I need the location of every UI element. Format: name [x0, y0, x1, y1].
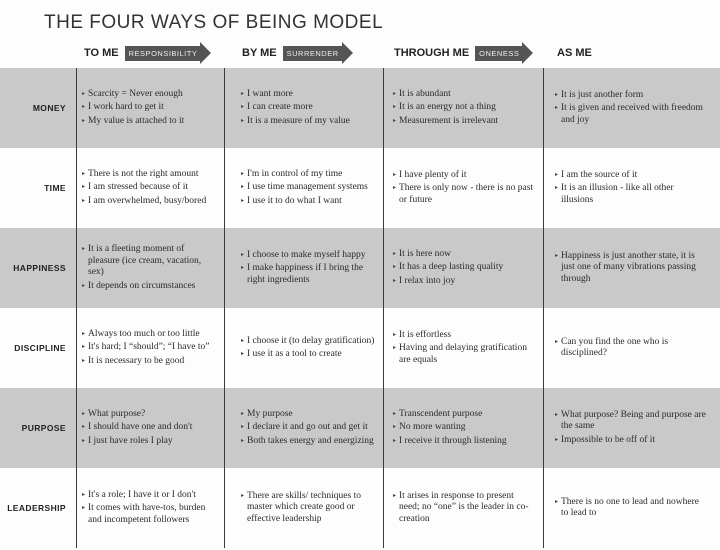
table-row [0, 228, 720, 308]
table-cell [82, 388, 222, 468]
arrow-tip-icon [522, 42, 533, 64]
list-item: ▸ I have plenty of it [393, 170, 535, 182]
arrow-tag-label: SURRENDER [283, 46, 342, 61]
row-label: MONEY [32, 103, 66, 113]
table-cell [241, 468, 381, 548]
bullet-list [555, 88, 707, 129]
list-item: ▸ It is a fleeting moment of pleasure (ice cream, vacation, sex) [82, 244, 216, 279]
table-cell [241, 68, 381, 148]
table-cell [555, 68, 713, 148]
list-item: ▸ I work hard to get it [82, 102, 216, 114]
row-label: DISCIPLINE [14, 343, 66, 353]
list-item: ▸ I should have one and don't [82, 422, 216, 434]
table-cell [393, 308, 541, 388]
table-cell [555, 148, 713, 228]
list-item: ▸ It is an energy not a thing [393, 102, 535, 114]
list-item: ▸ Can you find the one who is disciplined? [555, 337, 707, 360]
list-item: ▸ What purpose? Being and purpose are the same [555, 410, 707, 433]
list-item: ▸ It's a role; I have it or I don't [82, 490, 216, 502]
bullet-list [82, 167, 216, 210]
list-item: ▸ It is an illusion - like all other illusions [555, 183, 707, 206]
list-item: ▸ I am overwhelmed, busy/bored [82, 196, 216, 208]
table-row [0, 468, 720, 548]
table-cell [393, 388, 541, 468]
bullet-list [82, 87, 216, 130]
column-header-to-me [84, 40, 211, 66]
table-cell [393, 468, 541, 548]
column-divider [76, 68, 77, 548]
list-item: ▸ It has a deep lasting quality [393, 262, 535, 274]
column-header-by-me [242, 40, 353, 66]
table-cell [555, 228, 713, 308]
column-header-through-me [394, 40, 533, 66]
bullet-list [555, 408, 707, 449]
row-label: HAPPINESS [13, 263, 66, 273]
table-cell [82, 148, 222, 228]
column-divider [543, 68, 544, 548]
table-row [0, 148, 720, 228]
bullet-list [241, 489, 375, 528]
list-item: ▸ There is not the right amount [82, 169, 216, 181]
bullet-list [241, 334, 375, 363]
list-item: ▸ I make happiness if I bring the right ingredients [241, 263, 375, 286]
column-divider [383, 68, 384, 548]
bullet-list [393, 489, 535, 528]
column-header-row [0, 40, 720, 66]
arrow-tag [475, 42, 533, 64]
table-cell [82, 68, 222, 148]
list-item: ▸ I just have roles I play [82, 436, 216, 448]
list-item: ▸ Impossible to be off of it [555, 435, 707, 447]
list-item: ▸ It's hard; I “should”; “I have to” [82, 342, 216, 354]
bullet-list [241, 87, 375, 130]
bullet-list [555, 168, 707, 209]
bullet-list [82, 488, 216, 529]
list-item: ▸ Scarcity = Never enough [82, 89, 216, 101]
list-item: ▸ It depends on circumstances [82, 281, 216, 293]
list-item: ▸ Happiness is just another state, it is just one of many vibrations passing through [555, 251, 707, 286]
arrow-tag [283, 42, 353, 64]
list-item: ▸ Having and delaying gratification are equals [393, 343, 535, 366]
table-cell [241, 388, 381, 468]
table-cell [241, 308, 381, 388]
table-cell [82, 308, 222, 388]
arrow-tag-label: ONENESS [475, 46, 522, 61]
list-item: ▸ There is only now - there is no past or future [393, 183, 535, 206]
list-item: ▸ Both takes energy and energizing [241, 436, 375, 448]
bullet-list [393, 87, 535, 130]
table-cell [82, 468, 222, 548]
bullet-list [393, 407, 535, 450]
column-label: BY ME [242, 47, 277, 59]
table-cell [555, 308, 713, 388]
column-label: THROUGH ME [394, 47, 470, 59]
arrow-tip-icon [200, 42, 211, 64]
list-item: ▸ I relax into joy [393, 276, 535, 288]
list-item: ▸ There is no one to lead and nowhere to lead to [555, 497, 707, 520]
table-cell [82, 228, 222, 308]
bullet-list [82, 242, 216, 294]
list-item: ▸ Always too much or too little [82, 329, 216, 341]
list-item: ▸ I receive it through listening [393, 436, 535, 448]
list-item: ▸ I choose it (to delay gratification) [241, 336, 375, 348]
bullet-list [241, 407, 375, 450]
list-item: ▸ I declare it and go out and get it [241, 422, 375, 434]
table-cell [393, 68, 541, 148]
row-label: LEADERSHIP [7, 503, 66, 513]
bullet-list [393, 247, 535, 290]
list-item: ▸ I use time management systems [241, 182, 375, 194]
list-item: ▸ It is here now [393, 249, 535, 261]
list-item: ▸ I use it to do what I want [241, 196, 375, 208]
table-cell [241, 228, 381, 308]
bullet-list [555, 335, 707, 362]
list-item: ▸ Transcendent purpose [393, 409, 535, 421]
bullet-list [82, 327, 216, 370]
row-label: TIME [44, 183, 66, 193]
column-divider [224, 68, 225, 548]
table-cell [241, 148, 381, 228]
list-item: ▸ I use it as a tool to create [241, 349, 375, 361]
column-label: TO ME [84, 47, 119, 59]
bullet-list [555, 495, 707, 522]
list-item: ▸ It is effortless [393, 330, 535, 342]
arrow-tip-icon [342, 42, 353, 64]
list-item: ▸ It arises in response to present need; no “one” is the leader in co-creation [393, 491, 535, 526]
list-item: ▸ No more wanting [393, 422, 535, 434]
list-item: ▸ It is given and received with freedom and joy [555, 103, 707, 126]
list-item: ▸ There are skills/ techniques to master which create good or effective leadership [241, 491, 375, 526]
table-cell [555, 388, 713, 468]
list-item: ▸ I want more [241, 89, 375, 101]
list-item: ▸ I am stressed because of it [82, 182, 216, 194]
list-item: ▸ What purpose? [82, 409, 216, 421]
bullet-list [555, 249, 707, 288]
bullet-list [82, 407, 216, 450]
list-item: ▸ I'm in control of my time [241, 169, 375, 181]
table-cell [393, 228, 541, 308]
bullet-list [393, 168, 535, 209]
list-item: ▸ It is a measure of my value [241, 116, 375, 128]
list-item: ▸ I am the source of it [555, 170, 707, 182]
bullet-list [393, 328, 535, 369]
table-row [0, 68, 720, 148]
list-item: ▸ It is just another form [555, 90, 707, 102]
list-item: ▸ I can create more [241, 102, 375, 114]
row-label: PURPOSE [21, 423, 66, 433]
list-item: ▸ It is necessary to be good [82, 356, 216, 368]
list-item: ▸ It is abundant [393, 89, 535, 101]
list-item: ▸ It comes with have-tos, burden and incompetent followers [82, 503, 216, 526]
list-item: ▸ My value is attached to it [82, 116, 216, 128]
table-row [0, 308, 720, 388]
bullet-list [241, 248, 375, 289]
arrow-tag-label: RESPONSIBILITY [125, 46, 201, 61]
table-row [0, 388, 720, 468]
page-title: THE FOUR WAYS OF BEING MODEL [44, 12, 384, 33]
table-cell [555, 468, 713, 548]
bullet-list [241, 167, 375, 210]
arrow-tag [125, 42, 212, 64]
column-label: AS ME [557, 47, 592, 59]
list-item: ▸ I choose to make myself happy [241, 250, 375, 262]
list-item: ▸ Measurement is irrelevant [393, 116, 535, 128]
list-item: ▸ My purpose [241, 409, 375, 421]
column-header-as-me [557, 40, 592, 66]
table-cell [393, 148, 541, 228]
